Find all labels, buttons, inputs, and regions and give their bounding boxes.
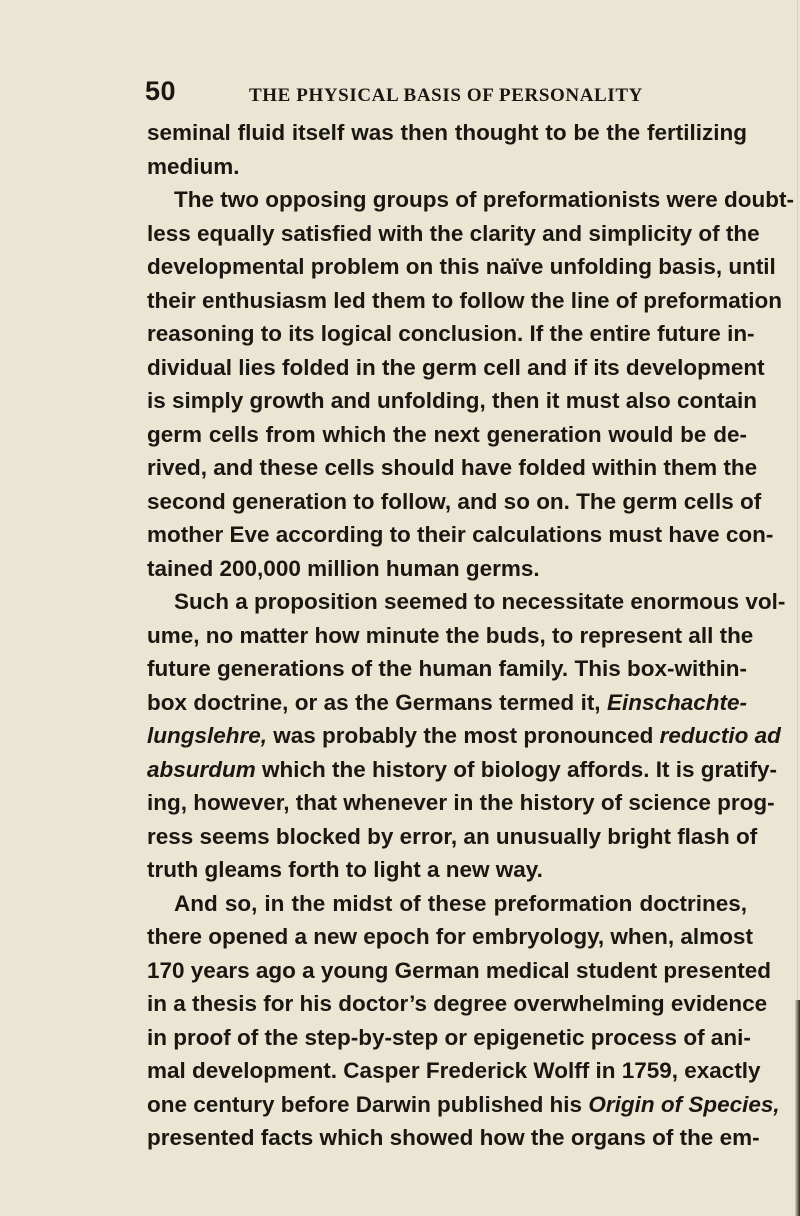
text-line	[147, 753, 778, 787]
text-fragment: one century before Darwin published his	[147, 1091, 589, 1117]
text-line: 170 years ago a young German medical student presented	[147, 957, 771, 983]
page-header	[145, 76, 745, 116]
text-line: seminal fluid itself was then thought to be the fertilizing	[147, 120, 747, 145]
text-line: medium.	[147, 153, 240, 179]
text-line: ume, no matter how minute the buds, to represent all the	[147, 622, 754, 648]
text-fragment: which the history of biology affords. It is gratify-	[255, 756, 778, 782]
page-number: 50	[145, 76, 177, 106]
text-line: tained 200,000 million human germs.	[147, 555, 540, 581]
italic-term: reductio ad	[659, 723, 781, 748]
paragraph-start: The two opposing groups of preformationists were doubt-	[174, 187, 794, 212]
paragraph-start: Such a proposition seemed to necessitate enormous vol-	[174, 589, 786, 614]
text-line: is simply growth and unfolding, then it must also contain	[147, 388, 758, 413]
paragraph-start: And so, in the midst of these preformation doctrines,	[174, 890, 747, 916]
body-text	[147, 116, 794, 1155]
text-line: there opened a new epoch for embryology, when, almost	[147, 924, 753, 949]
italic-term: absurdum	[147, 756, 256, 782]
text-line: in a thesis for his doctor’s degree overwhelming evidence	[147, 991, 768, 1016]
italic-term: Einschachte-	[606, 689, 747, 715]
text-line: rived, and these cells should have folded within them the	[147, 455, 758, 480]
text-line: less equally satisfied with the clarity and simplicity of the	[147, 220, 760, 246]
text-line	[147, 719, 781, 753]
italic-title: Origin of Species,	[588, 1091, 780, 1117]
text-line: mother Eve according to their calculations must have con-	[147, 522, 774, 547]
text-line: truth gleams forth to light a new way.	[147, 857, 543, 882]
text-fragment: was probably the most pronounced	[267, 723, 660, 748]
text-line: germ cells from which the next generation would be de-	[147, 421, 747, 447]
text-line: future generations of the human family. This box-within-	[147, 656, 747, 681]
text-line: dividual lies folded in the germ cell and if its development	[147, 354, 765, 380]
text-line: developmental problem on this naïve unfolding basis, until	[147, 254, 776, 279]
italic-term: lungslehre,	[147, 723, 268, 748]
page-edge-shadow	[795, 1000, 800, 1216]
text-fragment: box doctrine, or as the Germans termed it,	[147, 689, 607, 715]
text-line	[147, 686, 747, 720]
text-line: mal development. Casper Frederick Wolff in 1759, exactly	[147, 1058, 761, 1083]
text-line: reasoning to its logical conclusion. If the entire future in-	[147, 321, 755, 346]
text-line: presented facts which showed how the organs of the em-	[147, 1125, 760, 1150]
running-head: THE PHYSICAL BASIS OF PERSONALITY	[249, 85, 643, 106]
text-line: in proof of the step-by-step or epigenetic process of ani-	[147, 1024, 751, 1050]
text-line: second generation to follow, and so on. The germ cells of	[147, 488, 762, 514]
text-line: their enthusiasm led them to follow the line of preformation	[147, 287, 783, 313]
text-line: ress seems blocked by error, an unusually bright flash of	[147, 823, 758, 849]
text-line	[147, 1088, 780, 1122]
text-line: ing, however, that whenever in the history of science prog-	[147, 790, 775, 815]
